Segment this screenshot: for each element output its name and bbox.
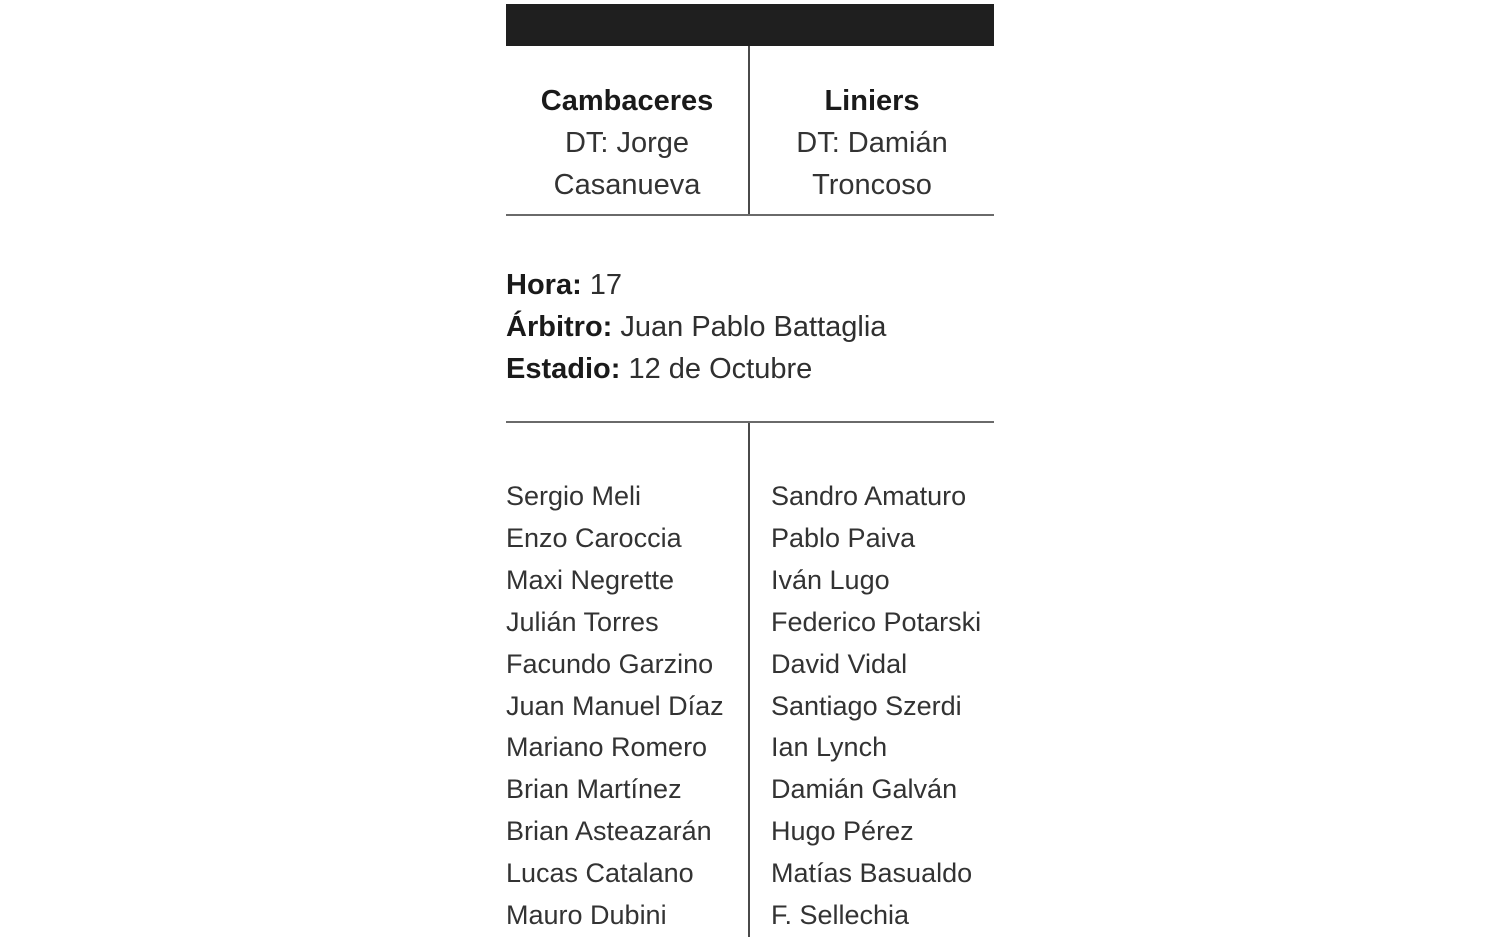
away-player: F. Sellechia: [771, 900, 910, 931]
hora-label: Hora:: [506, 269, 582, 301]
arbitro-label: Árbitro:: [506, 311, 613, 343]
estadio-row: [506, 348, 994, 390]
home-player: Maxi Negrette: [506, 564, 675, 595]
hora-row: [506, 264, 994, 306]
away-player: Pablo Paiva: [771, 522, 916, 553]
home-player: Mariano Romero: [506, 732, 708, 763]
home-player: Brian Asteazarán: [506, 816, 712, 847]
away-player: David Vidal: [771, 648, 908, 679]
away-player: Sandro Amaturo: [771, 481, 967, 511]
away-lineup: [771, 476, 981, 937]
lineup-divider: [748, 423, 750, 937]
away-player: Santiago Szerdi: [771, 690, 962, 721]
away-team: [750, 80, 994, 206]
home-coach-line2: Casanueva: [553, 169, 701, 201]
home-player: Facundo Garzino: [506, 648, 714, 679]
away-player: Damián Galván: [771, 774, 958, 805]
arbitro-row: [506, 306, 994, 348]
away-player: Ian Lynch: [771, 732, 888, 763]
teams-section: [506, 46, 994, 216]
home-lineup: [506, 476, 724, 937]
match-info: [506, 264, 994, 390]
away-player: Hugo Pérez: [771, 816, 914, 847]
away-player: Federico Potarski: [771, 606, 982, 637]
arbitro-value: Juan Pablo Battaglia: [620, 311, 887, 343]
home-team: [506, 80, 748, 206]
away-player: Iván Lugo: [771, 564, 890, 595]
home-player: Lucas Catalano: [506, 858, 694, 889]
home-coach-line1: DT: Jorge: [564, 127, 690, 159]
estadio-label: Estadio:: [506, 353, 621, 385]
home-player: Brian Martínez: [506, 774, 682, 805]
header-bar: [506, 4, 994, 46]
home-player: Juan Manuel Díaz: [506, 690, 724, 721]
away-player: Matías Basualdo: [771, 858, 973, 889]
info-divider: [506, 421, 994, 423]
estadio-value: 12 de Octubre: [628, 353, 813, 385]
hora-value: 17: [589, 269, 623, 301]
away-coach-line1: DT: Damián: [796, 127, 948, 159]
home-player: Julián Torres: [506, 606, 659, 637]
home-team-name: Cambaceres: [540, 85, 714, 117]
home-player: Sergio Meli: [506, 481, 642, 511]
home-player: Mauro Dubini: [506, 900, 667, 931]
away-team-name: Liniers: [824, 85, 920, 117]
away-coach-line2: Troncoso: [812, 169, 932, 201]
match-card: [506, 0, 994, 937]
home-player: Enzo Caroccia: [506, 522, 682, 553]
